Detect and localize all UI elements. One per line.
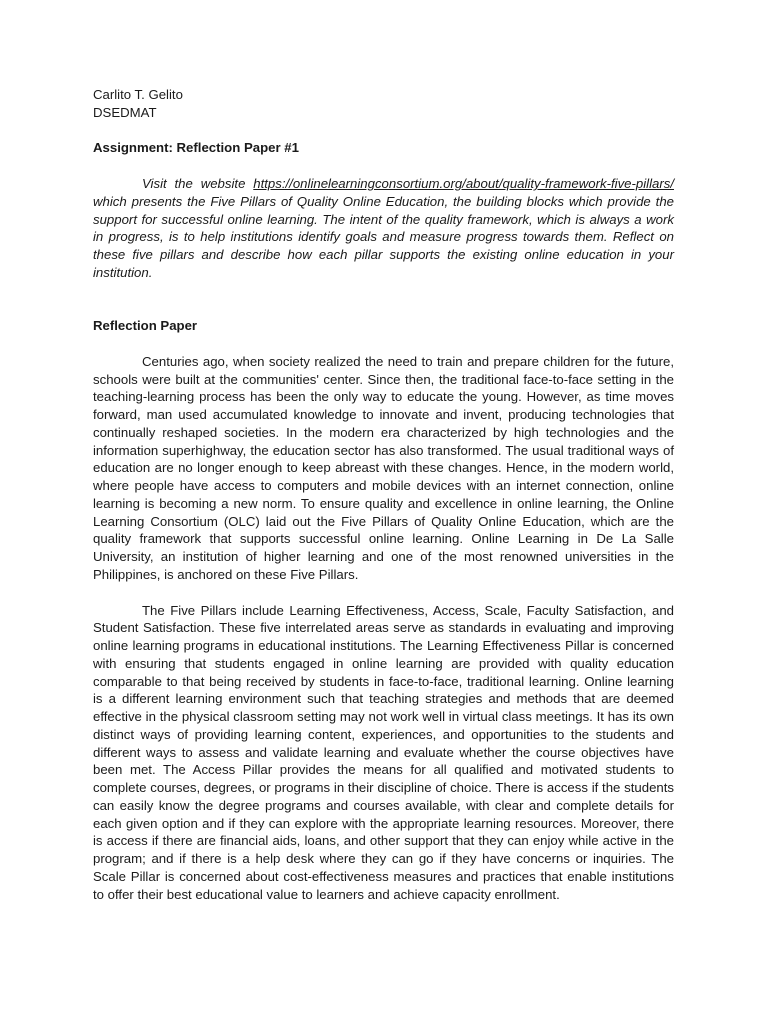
olc-link[interactable]: https://onlinelearningconsortium.org/about/quality-framework-five-pillars/ [253,175,674,191]
assignment-title: Assignment: Reflection Paper #1 [93,140,299,156]
document-page [93,86,674,903]
assignment-prompt [93,175,674,282]
program-name: DSEDMAT [93,104,157,120]
reflection-paragraph-1: Centuries ago, when society realized the need to train and prepare children for the future, schools were built at the communities' center. Since then, the traditional face-to-face setting in the teaching-learning process has been the only way to educate the young. However, as time moves forward, man used accumulated knowledge to innovate and invent, producing technologies that continually reshaped societies. In the modern era characterized by high technologies and the information superhighway, the education sector has also transformed. The usual traditional ways of education are no longer enough to keep abreast with these changes. Hence, in the modern world, where people have access to computers and mobile devices with an internet connection, online learning is becoming a new norm. To ensure quality and excellence in online learning, the Online Learning Consortium (OLC) laid out the Five Pillars of Quality Online Education, which are the quality framework that supports successful online learning. Online Learning in De La Salle University, an institution of higher learning and one of the most renowned universities in the Philippines, is anchored on these Five Pillars. [93,353,674,582]
reflection-paragraph-2: The Five Pillars include Learning Effectiveness, Access, Scale, Faculty Satisfaction, and Student Satisfaction. These five interrelated areas serve as standards in evaluating and improving online learning programs in educational institutions. The Learning Effectiveness Pillar is concerned with ensuring that students engaged in online learning are provided with quality education comparable to that being received by students in face-to-face, traditional learning. Online learning is a different learning environment such that teaching strategies and methods that are deemed effective in the physical classroom setting may not work well in virtual class meetings. It has its own distinct ways of providing learning content, experiences, and opportunities to the students and different ways to assess and validate learning and evaluate whether the course objectives have been met. The Access Pillar provides the means for all qualified and motivated students to complete courses, degrees, or programs in their discipline of choice. There is access if the students can easily know the degree programs and courses available, with clear and complete details for each given option and if they can explore with the appropriate learning resources. Moreover, there is access if there are financial aids, loans, and other support that they can enjoy while active in the program; and if there is a help desk where they can go if they have concerns or inquiries. The Scale Pillar is concerned about cost-effectiveness measures and practices that enable institutions to offer their best educational value to learners and achieve capacity enrollment. [93,602,674,902]
author-name: Carlito T. Gelito [93,87,183,102]
prompt-text-before-link: Visit the website [142,175,254,191]
reflection-heading: Reflection Paper [93,318,198,334]
prompt-text-after-link: which presents the Five Pillars of Quality Online Education, the building blocks which provide the support for successful online learning. The intent of the quality framework, which is always a work in progress, is to help institutions identify goals and measure progress towards them. Reflect on these five pillars and describe how each pillar supports the existing online education in your institution. [93,193,674,280]
